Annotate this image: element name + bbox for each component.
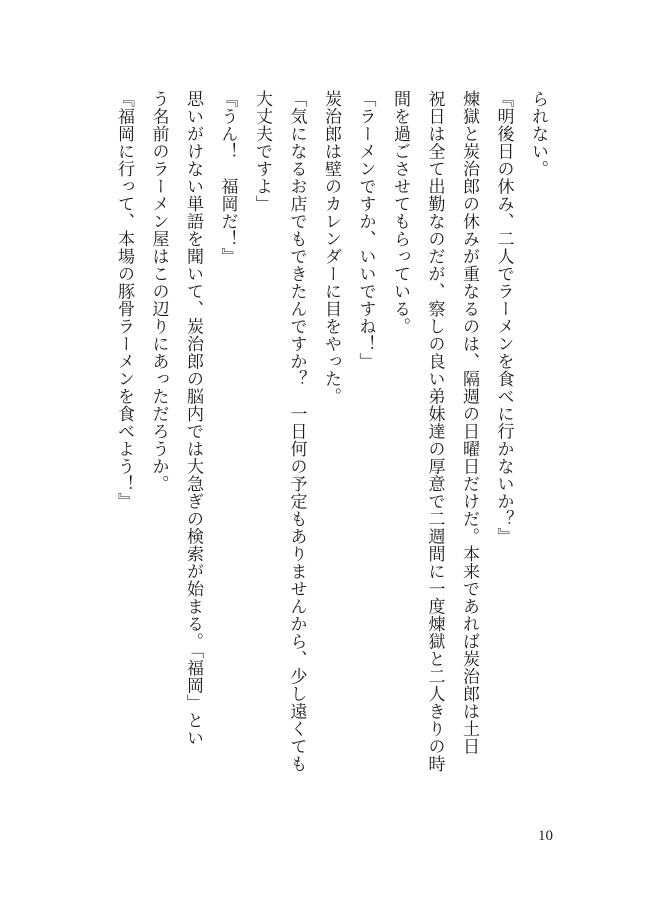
text-line: 「ラーメンですか、いいですね！」: [355, 90, 376, 370]
text-line: 『福岡に行って、本場の豚骨ラーメンを食べよう！』: [114, 90, 134, 510]
text-line: 祝日は全て出勤なのだが、察しの良い弟妹達の厚意で二週間に一度煉獄と二人きりの時: [424, 90, 445, 773]
text-line: 炭治郎は壁のカレンダーに目をやった。: [321, 90, 341, 405]
text-line: う名前のラーメン屋はこの辺りにあっただろうか。: [148, 90, 169, 493]
text-line: 間を過ごさせてもらっている。: [390, 90, 410, 335]
vertical-text-body: [107, 90, 556, 773]
text-line: 『明後日の休み、二人でラーメンを食べに行かないか？』: [493, 90, 514, 545]
text-line: 「気になるお店でもできたんですか？ 一日何の予定もありませんから、少し遠くても: [286, 90, 307, 773]
text-line: 大丈夫ですよ」: [252, 90, 272, 213]
text-line: られない。: [528, 90, 548, 178]
text-line: 『うん！ 福岡だ！』: [217, 90, 238, 265]
text-line: 煉獄と炭治郎の休みが重なるのは、隔週の日曜日だけだ。本来であれば炭治郎は土日: [459, 90, 479, 755]
text-line: 思いがけない単語を聞いて、炭治郎の脳内では大急ぎの検索が始まる。「福岡」とい: [183, 90, 203, 747]
page-number: 10: [538, 828, 553, 844]
